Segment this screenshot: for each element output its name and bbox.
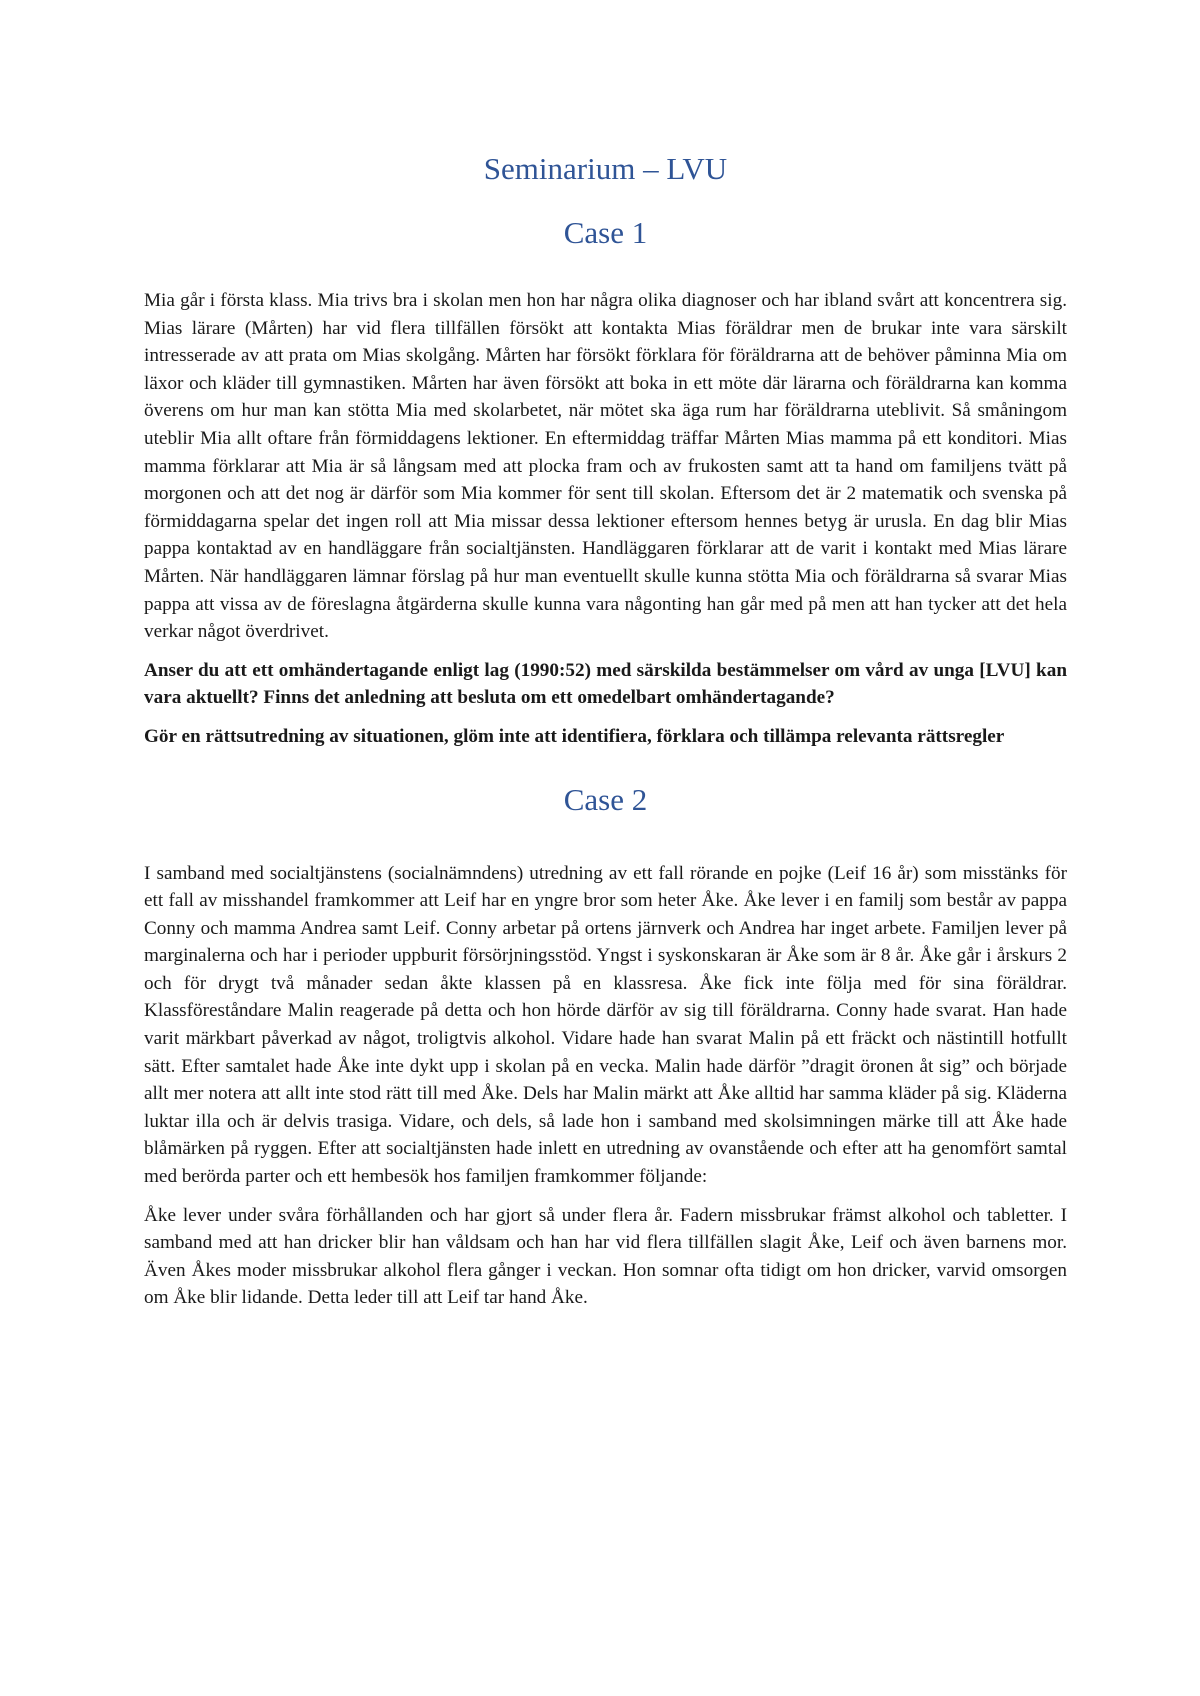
document-title: Seminarium – LVU xyxy=(483,151,728,186)
case-1-question-1: Anser du att ett omhändertagande enligt lag (1990:52) med särskilda bestämmelser om vård av unga [LVU] kan vara aktuellt? Finns det anledning att besluta om ett omedelbart omhändertagande? xyxy=(144,659,1067,709)
case-2-section xyxy=(144,781,1067,1313)
document-page xyxy=(144,150,1067,1312)
case-2-heading: Case 2 xyxy=(563,781,648,817)
case-1-heading: Case 1 xyxy=(563,215,648,250)
case-2-body-2: Åke lever under svåra förhållanden och har gjort så under flera år. Fadern missbrukar främst alkohol och tabletter. I samband med att han dricker blir han våldsam och han har vid flera tillfällen slagit Åke, Leif och även barnens mor. Även Åkes moder missbrukar alkohol flera gånger i veckan. Hon somnar ofta tidigt om hon dricker, varvid omsorgen om Åke blir lidande. Detta leder till att Leif tar hand Åke. xyxy=(144,1204,1067,1309)
case-2-body-1: I samband med socialtjänstens (socialnämndens) utredning av ett fall rörande en pojke (Leif 16 år) som misstänks för ett fall av misshandel framkommer att Leif har en yngre bror som heter Åke. Åke lever i en familj som består av pappa Conny och mamma Andrea samt Leif. Conny arbetar på ortens järnverk och Andrea har inget arbete. Familjen lever på marginalerna och har i perioder uppburit försörjningsstöd. Yngst i syskonskaran är Åke som är 8 år. Åke går i årskurs 2 och för drygt två månader sedan åkte klassen på en klassresa. Åke fick inte följa med för sina föräldrar. Klassföreståndare Malin reagerade på detta och hon hörde därför av sig till föräldrarna. Conny hade svarat. Han hade varit märkbart påverkad av något, troligtvis alkohol. Vidare hade han svarat Malin på ett fräckt och nästintill hotfullt sätt. Efter samtalet hade Åke inte dykt upp i skolan på en vecka. Malin hade därför ”dragit öronen åt sig” och började allt mer notera att allt inte stod rätt till med Åke. Dels har Malin märkt att Åke alltid har samma kläder på sig. Kläderna luktar illa och är delvis trasiga. Vidare, och dels, så lade hon i samband med skolsimningen märke till att Åke hade blåmärken på ryggen. Efter att socialtjänsten hade inlett en utredning av ovanstående och efter att ha genomfört samtal med berörda parter och ett hembesök hos familjen framkommer följande: xyxy=(144,862,1067,1188)
case-1-section xyxy=(144,214,1067,751)
case-1-question-2: Gör en rättsutredning av situationen, glöm inte att identifiera, förklara och tillämpa relevanta rättsregler xyxy=(144,725,1005,747)
case-1-body: Mia går i första klass. Mia trivs bra i skolan men hon har några olika diagnoser och har ibland svårt att koncentrera sig. Mias lärare (Mårten) har vid flera tillfällen försökt att kontakta Mias föräldrar men de brukar inte vara särskilt intresserade av att prata om Mias skolgång. Mårten har försökt förklara för föräldrarna att de behöver påminna Mia om läxor och kläder till gymnastiken. Mårten har även försökt att boka in ett möte där lärarna och föräldrarna kan komma överens om hur man kan stötta Mia med skolarbetet, när mötet ska äga rum har föräldrarna uteblivit. Så småningom uteblir Mia allt oftare från förmiddagens lektioner. En eftermiddag träffar Mårten Mias mamma på ett konditori. Mias mamma förklarar att Mia är så långsam med att plocka fram och av frukosten samt att ta hand om familjens tvätt på morgonen och att det nog är därför som Mia kommer för sent till skolan. Eftersom det är 2 matematik och svenska på förmiddagarna spelar det ingen roll att Mia missar dessa lektioner eftersom hennes betyg är urusla. En dag blir Mias pappa kontaktad av en handläggare från socialtjänsten. Handläggaren förklarar att de varit i kontakt med Mias lärare Mårten. När handläggaren lämnar förslag på hur man eventuellt skulle kunna stötta Mia och föräldrarna så svarar Mias pappa att vissa av de föreslagna åtgärderna skulle kunna vara någonting han går med på men att han tycker att det hela verkar något överdrivet. xyxy=(144,290,1067,643)
